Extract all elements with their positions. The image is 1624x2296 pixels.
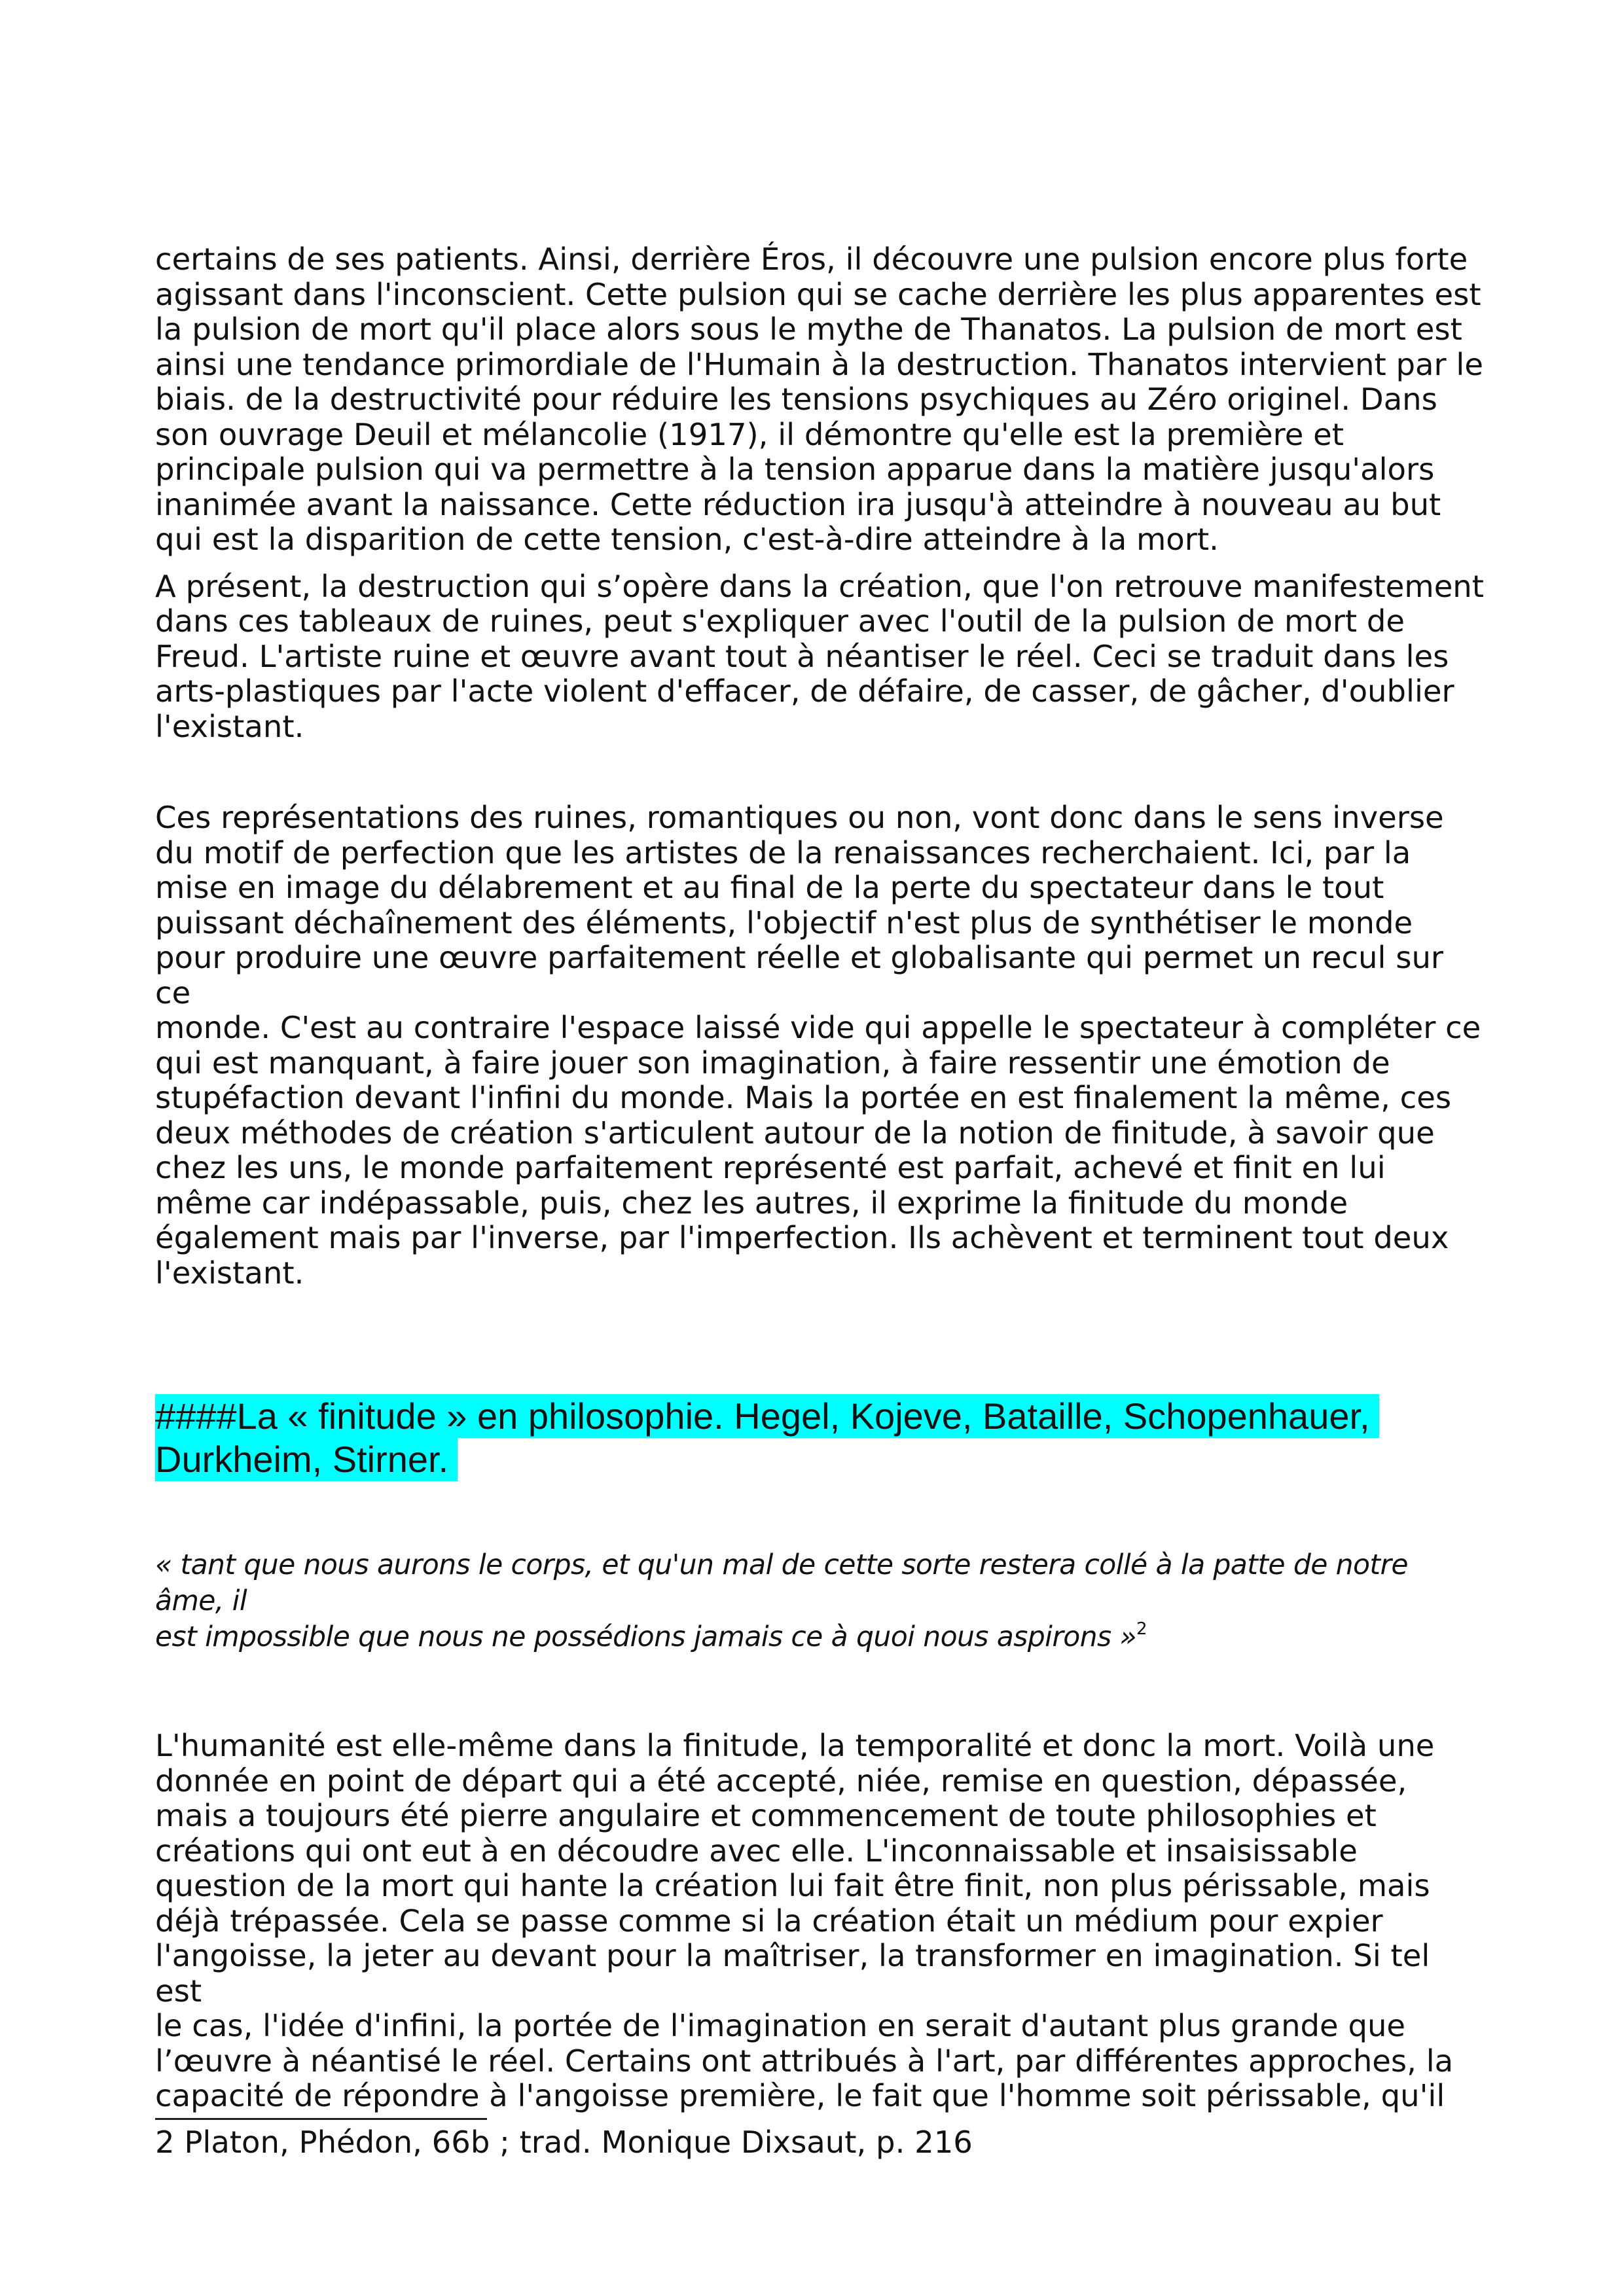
paragraph-freud-death-drive: certains de ses patients. Ainsi, derrière Éros, il découvre une pulsion encore plus forte agissant dans l'inconscient. Cette pulsion qui se cache derrière les plus apparentes est la pulsion de mort qu'il place alors sous le mythe de Thanatos. La pulsion de mort est ainsi une tendance primordiale de l'Humain à la destruction. Thanatos intervient par le biais. de la destructivité pour réduire les tensions psychiques au Zéro originel. Dans son ouvrage Deuil et mélancolie (1917), il démontre qu'elle est la première et principale pulsion qui va permettre à la tension apparue dans la matière jusqu'alors inanimée avant la naissance. Cette réduction ira jusqu'à atteindre à nouveau au but qui est la disparition de cette tension, c'est-à-dire atteindre à la mort. bbox=[155, 242, 1483, 557]
epigraph-quote bbox=[155, 1547, 1484, 1655]
quote-text: « tant que nous aurons le corps, et qu'un mal de cette sorte restera collé à la patte de notre âme, il est impossible que nous ne possédions jamais ce à quoi nous aspirons » bbox=[155, 1549, 1408, 1653]
footnote: 2 Platon, Phédon, 66b ; trad. Monique Dixsaut, p. 216 bbox=[155, 2124, 973, 2160]
section-heading-block bbox=[155, 1395, 1484, 1481]
footnote-separator bbox=[155, 2118, 487, 2120]
document-page bbox=[155, 242, 1484, 2160]
section-heading: ####La « finitude » en philosophie. Hegel, Kojeve, Bataille, Schopenhauer, Durkheim, Stirner. bbox=[155, 1394, 1379, 1481]
paragraph-destruction-creation: A présent, la destruction qui s’opère dans la création, que l'on retrouve manifestement dans ces tableaux de ruines, peut s'expliquer avec l'outil de la pulsion de mort de Freud. L'artiste ruine et œuvre avant tout à néantiser le réel. Ceci se traduit dans les arts-plastiques par l'acte violent d'effacer, de défaire, de casser, de gâcher, d'oublier l'existant. bbox=[155, 568, 1485, 744]
footnote-reference-mark: 2 bbox=[1136, 1619, 1147, 1639]
paragraph-humanity-finitude: L'humanité est elle-même dans la finitude, la temporalité et donc la mort. Voilà une donnée en point de départ qui a été accepté, niée, remise en question, dépassée, mais a toujours été pierre angulaire et commencement de toute philosophies et créations qui ont eut à en découdre avec elle. L'inconnaissable et insaisissable question de la mort qui hante la création lui fait être finit, non plus périssable, mais déjà trépassée. Cela se passe comme si la création était un médium pour expier l'angoisse, la jeter au devant pour la maîtriser, la transformer en imagination. Si tel est le cas, l'idée d'infini, la portée de l'imagination en serait d'autant plus grande que l’œuvre à néantisé le réel. Certains ont attribués à l'art, par différentes approches, la capacité de répondre à l'angoisse première, le fait que l'homme soit périssable, qu'il bbox=[155, 1728, 1454, 2113]
blank-line bbox=[155, 744, 1484, 800]
paragraph-ruins-representations: Ces représentations des ruines, romantiques ou non, vont donc dans le sens inverse du motif de perfection que les artistes de la renaissances recherchaient. Ici, par la mise en image du délabrement et au final de la perte du spectateur dans le tout puissant déchaînement des éléments, l'objectif n'est plus de synthétiser le monde pour produire une œuvre parfaitement réelle et globalisante qui permet un recul sur ce monde. C'est au contraire l'espace laissé vide qui appelle le spectateur à compléter ce qui est manquant, à faire jouer son imagination, à faire ressentir une émotion de stupéfaction devant l'infini du monde. Mais la portée en est finalement la même, ces deux méthodes de création s'articulent autour de la notion de finitude, à savoir que chez les uns, le monde parfaitement représenté est parfait, achevé et finit en lui même car indépassable, puis, chez les autres, il exprime la finitude du monde également mais par l'inverse, par l'imperfection. Ils achèvent et terminent tout deux l'existant. bbox=[155, 800, 1481, 1291]
